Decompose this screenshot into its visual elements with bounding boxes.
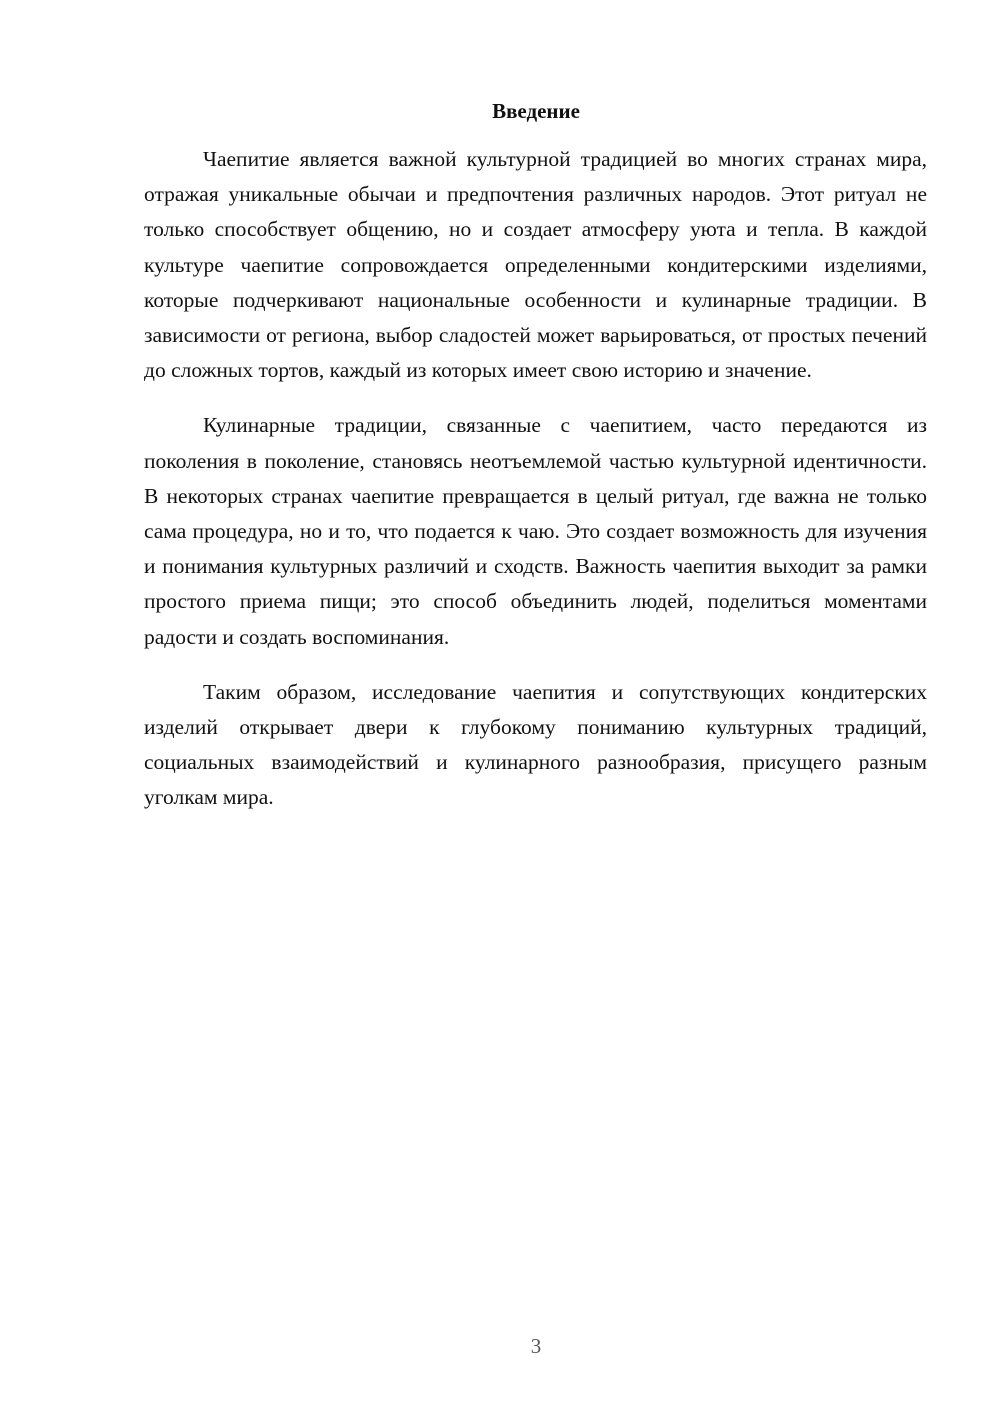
paragraph-2: Кулинарные традиции, связанные с чаепитием, часто передаются из поколения в поколение, становясь неотъемлемой частью культурной идентичности. В некоторых странах чаепитие превращается в целый ритуал, где важна не только сама процедура, но и то, что подается к чаю. Это создает возможность для изучения и понимания культурных различий и сходств. Важность чаепития выходит за рамки простого приема пищи; это способ объединить людей, поделиться моментами радости и создать воспоминания.	[144, 413, 927, 649]
paragraph-3: Таким образом, исследование чаепития и сопутствующих кондитерских изделий открывает двери к глубокому пониманию культурных традиций, социальных взаимодействий и кулинарного разнообразия, присущего разным уголкам мира.	[144, 679, 927, 810]
page-number: 3	[530, 1334, 542, 1358]
body-text	[144, 142, 927, 836]
section-heading: Введение	[492, 99, 580, 123]
paragraph-1: Чаепитие является важной культурной традицией во многих странах мира, отражая уникальные обычаи и предпочтения различных народов. Этот ритуал не только способствует общению, но и создает атмосферу уюта и тепла. В каждой культуре чаепитие сопровождается определенными кондитерскими изделиями, которые подчеркивают национальные особенности и кулинарные традиции. В зависимости от региона, выбор сладостей может варьироваться, от простых печений до сложных тортов, каждый из которых имеет свою историю и значение.	[144, 147, 927, 383]
